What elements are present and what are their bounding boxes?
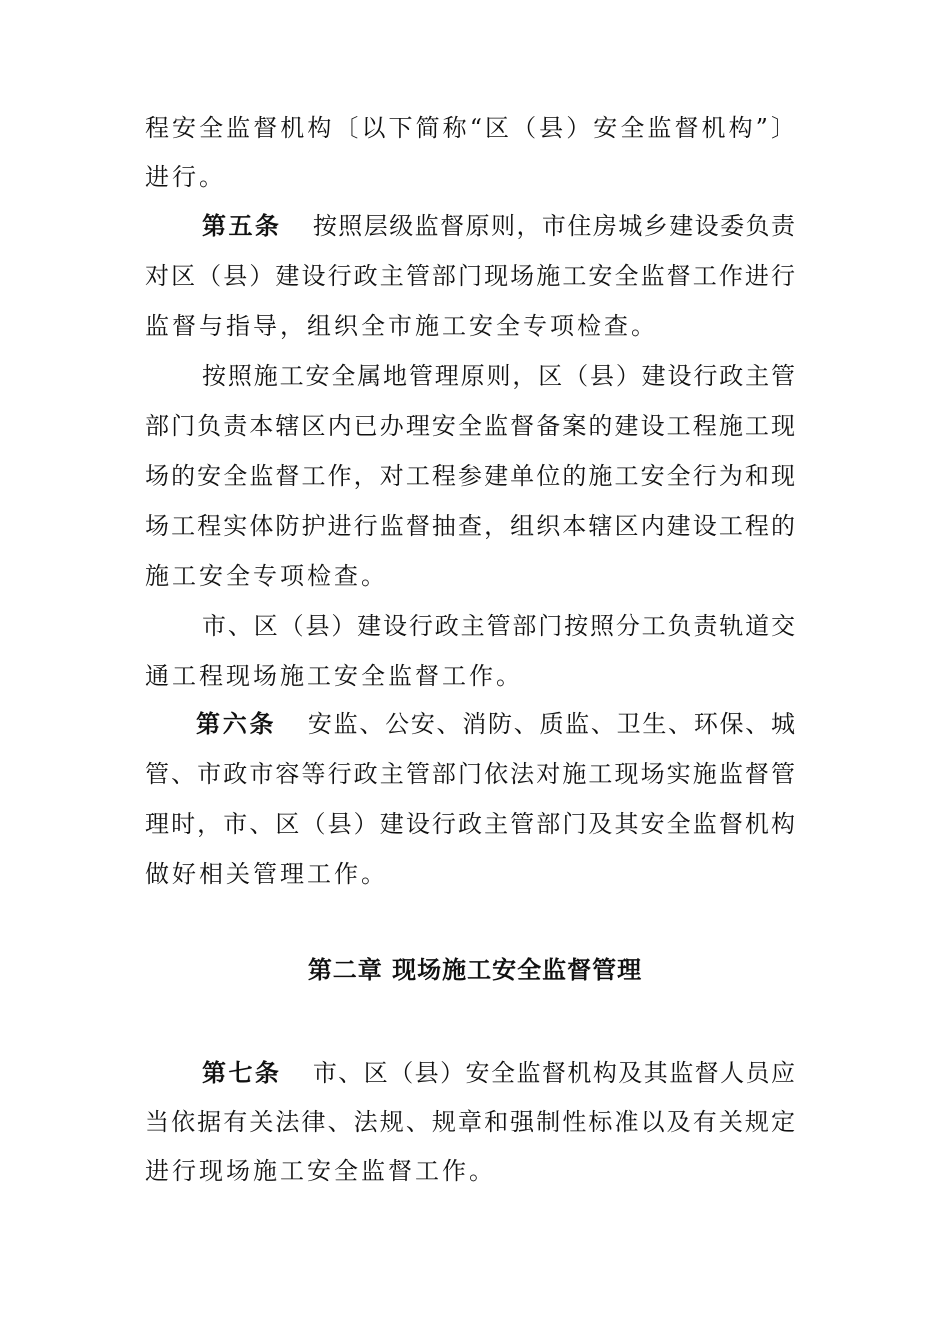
article-5-para2-line-2: 部门负责本辖区内已办理安全监督备案的建设工程施工现 [145,412,795,440]
continuation-line-2: 进行。 [145,163,226,191]
article-6-line-4: 做好相关管理工作。 [145,860,388,888]
article-7-first-line [202,1058,795,1088]
article-6-line-3: 理时，市、区（县）建设行政主管部门及其安全监督机构 [145,810,795,838]
article-5-line-3: 监督与指导，组织全市施工安全专项检查。 [145,312,658,340]
article-6-first-line [196,709,795,739]
article-5-first-line [202,211,795,241]
article-5-para2-line-4: 场工程实体防护进行监督抽查，组织本辖区内建设工程的 [145,512,795,540]
article-6-line-1: 安监、公安、消防、质监、卫生、环保、城 [306,710,796,738]
article-6-heading: 第六条 [196,709,277,738]
article-5-heading: 第五条 [202,211,282,240]
article-5-para2-line-1: 按照施工安全属地管理原则，区（县）建设行政主管 [202,362,795,390]
article-5-line-2: 对区（县）建设行政主管部门现场施工安全监督工作进行 [145,262,795,290]
article-5-para3-line-2: 通工程现场施工安全监督工作。 [145,662,523,690]
article-7-heading: 第七条 [202,1058,282,1087]
article-7-line-1: 市、区（县）安全监督机构及其监督人员应 [311,1059,796,1087]
continuation-line-1: 程安全监督机构〔以下简称“区（县）安全监督机构”〕 [145,114,795,142]
article-6-line-2: 管、市政市容等行政主管部门依法对施工现场实施监督管 [145,760,795,788]
article-5-para2-line-3: 场的安全监督工作，对工程参建单位的施工安全行为和现 [145,462,795,490]
article-7-line-3: 进行现场施工安全监督工作。 [145,1157,496,1185]
article-5-para2-line-5: 施工安全专项检查。 [145,562,388,590]
article-5-line-1: 按照层级监督原则，市住房城乡建设委负责 [311,212,796,240]
article-5-para3-line-1: 市、区（县）建设行政主管部门按照分工负责轨道交 [202,612,795,640]
article-7-line-2: 当依据有关法律、法规、规章和强制性标准以及有关规定 [145,1108,795,1136]
chapter-2-title: 第二章 现场施工安全监督管理 [307,955,643,984]
